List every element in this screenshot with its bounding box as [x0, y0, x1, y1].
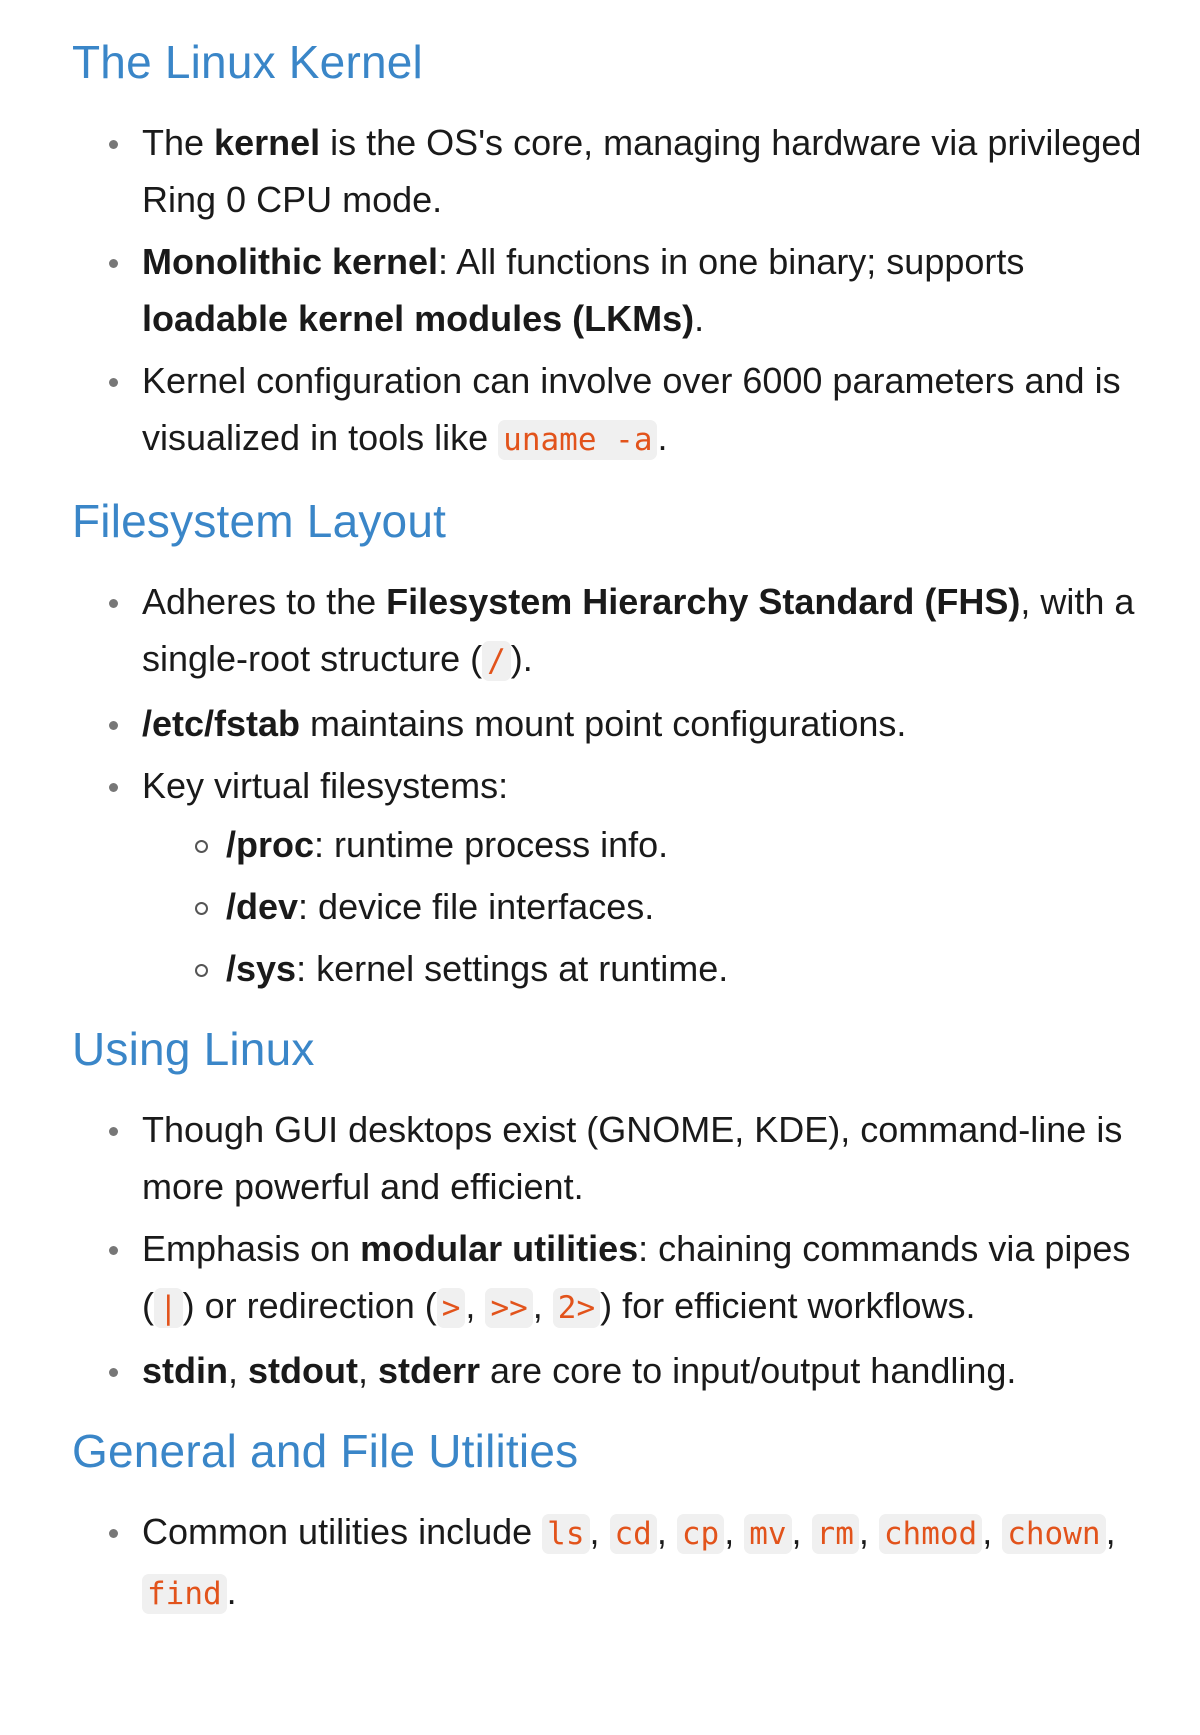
text-run: ,	[589, 1511, 610, 1552]
inline-code: |	[154, 1288, 183, 1328]
text-run: ).	[510, 638, 533, 679]
text-run: maintains mount point configurations.	[300, 703, 907, 744]
list-item	[72, 233, 1150, 347]
bold-term: Filesystem Hierarchy Standard (FHS)	[386, 581, 1021, 622]
bold-term: modular utilities	[360, 1228, 639, 1269]
bold-term: loadable kernel modules (LKMs)	[142, 298, 695, 339]
inline-code: >>	[485, 1288, 532, 1328]
text-run: ,	[228, 1350, 249, 1391]
text-run: ,	[1105, 1511, 1116, 1552]
list-item	[72, 1342, 1150, 1399]
inline-code: chown	[1002, 1514, 1105, 1554]
inline-code: uname -a	[498, 420, 657, 460]
list-item	[72, 1220, 1150, 1337]
text-run: ,	[724, 1511, 745, 1552]
section-heading: The Linux Kernel	[72, 36, 423, 88]
text-run: Though GUI desktops exist (GNOME, KDE), command-line is more powerful and efficient.	[142, 1109, 1123, 1207]
list-item	[72, 757, 1150, 997]
bold-term: /sys	[226, 948, 297, 989]
text-run: Kernel configuration can involve over 6000 parameters and is visualized in tools like	[142, 360, 1121, 458]
list-item	[72, 573, 1150, 690]
text-run: are core to input/output handling.	[480, 1350, 1017, 1391]
text-run: .	[657, 417, 668, 458]
text-run: ,	[357, 1350, 378, 1391]
text-run: : chaining commands via pipes (	[142, 1228, 1131, 1326]
sub-bullet-list	[142, 816, 1150, 997]
inline-code: rm	[812, 1514, 859, 1554]
text-run: : All functions in one binary; supports	[438, 241, 1025, 282]
bold-term: stdin	[142, 1350, 228, 1391]
text-run: : device file interfaces.	[298, 886, 655, 927]
bold-term: /etc/fstab	[142, 703, 301, 744]
text-run: : kernel settings at runtime.	[296, 948, 729, 989]
text-run: .	[694, 298, 705, 339]
bullet-list	[72, 573, 1150, 997]
bold-term: /proc	[226, 824, 315, 865]
sub-list-item	[72, 940, 1150, 997]
text-run: ) or redirection (	[182, 1285, 437, 1326]
text-run: ,	[465, 1285, 486, 1326]
bullet-list	[72, 114, 1150, 469]
text-run: .	[226, 1571, 237, 1612]
text-run: Adheres to the	[142, 581, 387, 622]
inline-code: cp	[677, 1514, 724, 1554]
bold-term: kernel	[214, 122, 321, 163]
section-heading: General and File Utilities	[72, 1425, 579, 1477]
bold-term: Monolithic kernel	[142, 241, 439, 282]
text-run: ,	[791, 1511, 812, 1552]
sub-list-item	[72, 878, 1150, 935]
sub-list-item	[72, 816, 1150, 873]
text-run: , with a single-root structure (	[142, 581, 1135, 679]
list-item	[72, 352, 1150, 469]
list-item	[72, 1101, 1150, 1215]
list-item	[72, 1503, 1150, 1623]
text-run: Common utilities include	[142, 1511, 543, 1552]
text-run: ,	[982, 1511, 1003, 1552]
inline-code: >	[437, 1288, 466, 1328]
text-run: ,	[858, 1511, 879, 1552]
text-run: ,	[532, 1285, 553, 1326]
text-run: Key virtual filesystems:	[142, 765, 509, 806]
inline-code: /	[482, 641, 511, 681]
inline-code: find	[142, 1574, 227, 1614]
bullet-list	[72, 1101, 1150, 1399]
list-item	[72, 114, 1150, 228]
inline-code: chmod	[879, 1514, 982, 1554]
inline-code: ls	[542, 1514, 589, 1554]
list-item	[72, 695, 1150, 752]
text-run: ,	[656, 1511, 677, 1552]
text-run: ) for efficient workflows.	[600, 1285, 976, 1326]
bold-term: stdout	[248, 1350, 358, 1391]
bullet-list	[72, 1503, 1150, 1623]
text-run: Emphasis on	[142, 1228, 361, 1269]
inline-code: mv	[744, 1514, 791, 1554]
bold-term: stderr	[378, 1350, 481, 1391]
section-heading: Filesystem Layout	[72, 495, 447, 547]
inline-code: 2>	[553, 1288, 600, 1328]
inline-code: cd	[610, 1514, 657, 1554]
text-run: The	[142, 122, 215, 163]
bold-term: /dev	[226, 886, 299, 927]
text-run: is the OS's core, managing hardware via privileged Ring 0 CPU mode.	[142, 122, 1142, 220]
section-heading: Using Linux	[72, 1023, 315, 1075]
text-run: : runtime process info.	[314, 824, 669, 865]
